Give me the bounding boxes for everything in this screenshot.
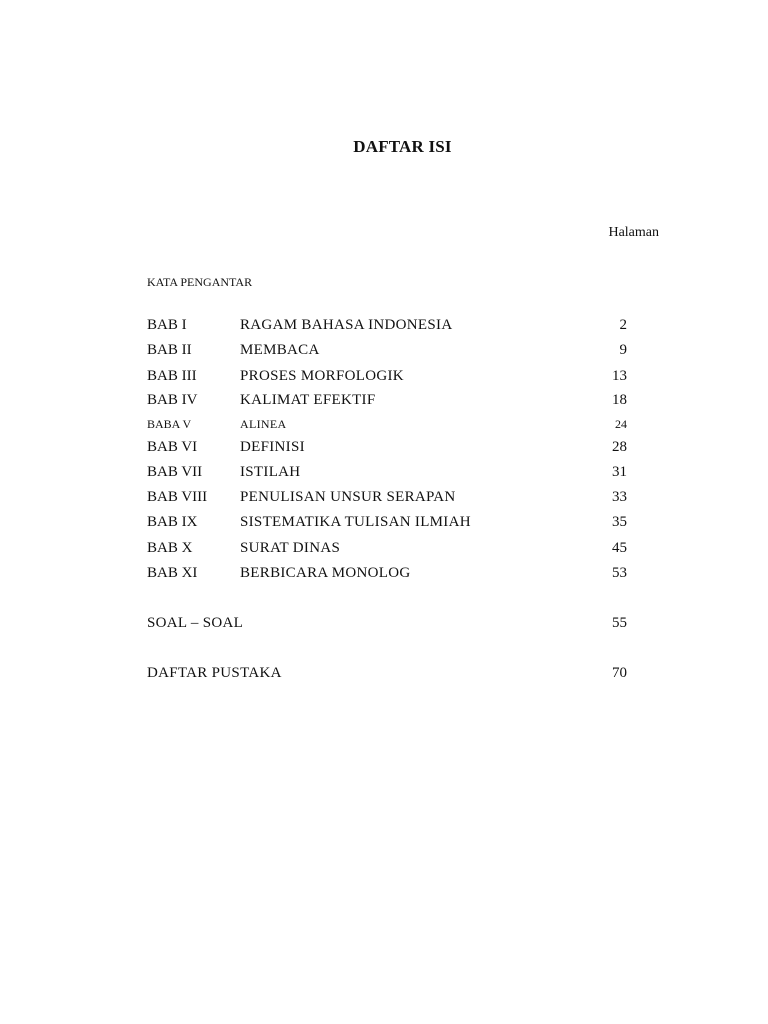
- toc-row-soal: [147, 615, 627, 635]
- page-title: DAFTAR ISI: [353, 137, 452, 156]
- toc-row-daftar-pustaka: [147, 665, 627, 685]
- chapter-title: RAGAM BAHASA INDONESIA: [240, 317, 453, 333]
- chapter-page-number: 9: [619, 342, 627, 358]
- chapter-label: BAB X: [147, 540, 193, 556]
- chapter-label: BAB I: [147, 317, 187, 333]
- toc-row-bab-7: [147, 464, 627, 484]
- chapter-label: BAB II: [147, 342, 192, 358]
- extra-entry-page-number: 70: [612, 665, 627, 681]
- extra-entry-page-number: 55: [612, 615, 627, 631]
- toc-row-bab-4: [147, 392, 627, 412]
- chapter-label: BAB III: [147, 368, 197, 384]
- chapter-title: ALINEA: [240, 417, 287, 431]
- chapter-title: DEFINISI: [240, 439, 305, 455]
- chapter-label: BAB IV: [147, 392, 198, 408]
- chapter-label: BAB IX: [147, 514, 198, 530]
- chapter-page-number: 33: [612, 489, 627, 505]
- chapter-title: SURAT DINAS: [240, 540, 341, 556]
- chapter-title: PROSES MORFOLOGIK: [240, 368, 404, 384]
- chapter-label: BAB VII: [147, 464, 203, 480]
- chapter-page-number: 31: [612, 464, 627, 480]
- chapter-page-number: 28: [612, 439, 627, 455]
- preface-entry: KATA PENGANTAR: [147, 275, 253, 289]
- extra-entry-title: DAFTAR PUSTAKA: [147, 665, 282, 681]
- chapter-page-number: 24: [615, 417, 627, 431]
- toc-row-bab-1: [147, 317, 627, 337]
- toc-row-bab-2: [147, 342, 627, 362]
- chapter-page-number: 13: [612, 368, 627, 384]
- page-column-header: Halaman: [608, 225, 659, 240]
- chapter-page-number: 2: [619, 317, 627, 333]
- chapter-title: PENULISAN UNSUR SERAPAN: [240, 489, 456, 505]
- toc-row-bab-5: [147, 417, 627, 437]
- toc-row-bab-8: [147, 489, 627, 509]
- chapter-page-number: 45: [612, 540, 627, 556]
- chapter-title: BERBICARA MONOLOG: [240, 565, 411, 581]
- chapter-page-number: 35: [612, 514, 627, 530]
- chapter-label: BAB XI: [147, 565, 198, 581]
- chapter-label: BABA V: [147, 417, 192, 431]
- chapter-title: MEMBACA: [240, 342, 320, 358]
- chapter-page-number: 53: [612, 565, 627, 581]
- toc-row-bab-10: [147, 540, 627, 560]
- toc-row-bab-3: [147, 368, 627, 388]
- extra-entry-title: SOAL – SOAL: [147, 615, 244, 631]
- chapter-label: BAB VI: [147, 439, 198, 455]
- toc-row-bab-9: [147, 514, 627, 534]
- chapter-title: KALIMAT EFEKTIF: [240, 392, 376, 408]
- chapter-label: BAB VIII: [147, 489, 208, 505]
- chapter-page-number: 18: [612, 392, 627, 408]
- chapter-title: ISTILAH: [240, 464, 301, 480]
- chapter-title: SISTEMATIKA TULISAN ILMIAH: [240, 514, 471, 530]
- toc-row-bab-6: [147, 439, 627, 459]
- toc-row-bab-11: [147, 565, 627, 585]
